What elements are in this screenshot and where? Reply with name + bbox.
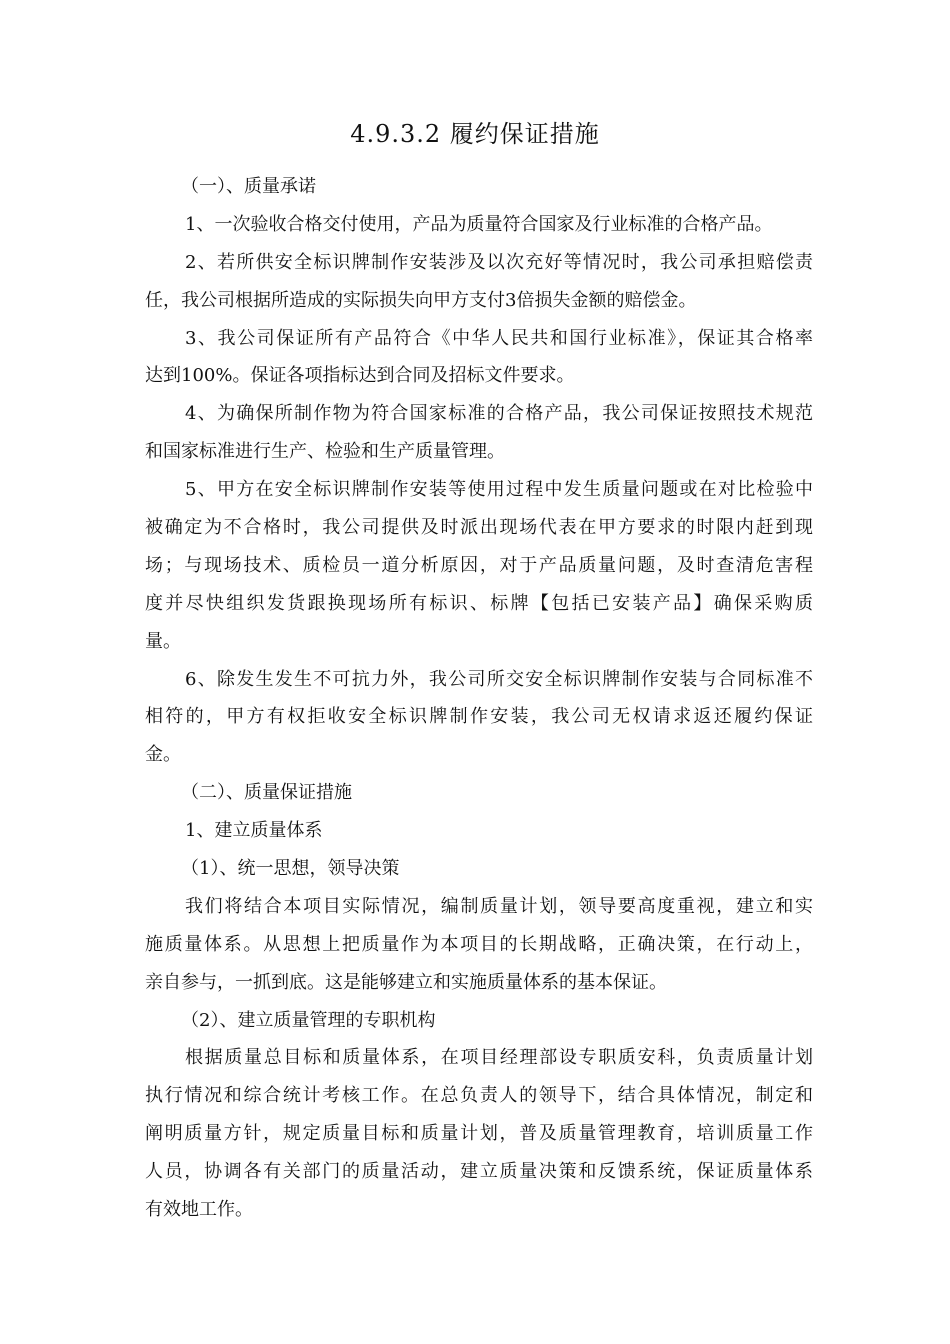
paragraph-line: 5、甲方在安全标识牌制作安装等使用过程中发生质量问题或在对比检验中 <box>185 479 813 501</box>
paragraph-line: 度并尽快组织发货跟换现场所有标识、标牌【包括已安装产品】确保采购质 <box>145 592 813 614</box>
paragraph-line: 执行情况和综合统计考核工作。在总负责人的领导下，结合具体情况，制定和 <box>145 1085 813 1107</box>
paragraph-line: 相符的，甲方有权拒收安全标识牌制作安装，我公司无权请求返还履约保证 <box>145 706 813 728</box>
paragraph-line: 被确定为不合格时，我公司提供及时派出现场代表在甲方要求的时限内赶到现 <box>145 517 813 539</box>
subsection-heading: 1、建立质量体系 <box>185 820 323 842</box>
paragraph-line: 场；与现场技术、质检员一道分析原因，对于产品质量问题，及时查清危害程 <box>145 554 813 576</box>
paragraph-line: 3、我公司保证所有产品符合《中华人民共和国行业标准》，保证其合格率 <box>185 327 813 349</box>
paragraph-line: 4、为确保所制作物为符合国家标准的合格产品，我公司保证按照技术规范 <box>185 403 813 425</box>
paragraph-line: 6、除发生发生不可抗力外，我公司所交安全标识牌制作安装与合同标准不 <box>185 668 813 690</box>
paragraph-line: 任，我公司根据所造成的实际损失向甲方支付3倍损失金额的赔偿金。 <box>145 289 697 311</box>
paragraph-line: 1、一次验收合格交付使用，产品为质量符合国家及行业标准的合格产品。 <box>185 213 773 235</box>
paragraph-line: 阐明质量方针，规定质量目标和质量计划，普及质量管理教育，培训质量工作 <box>145 1123 813 1145</box>
section-heading-quality-measures: （二）、质量保证措施 <box>181 782 352 804</box>
subsection-heading: （2）、建立质量管理的专职机构 <box>181 1009 436 1031</box>
section-title: 4.9.3.2 履约保证措施 <box>350 120 600 148</box>
paragraph-line: 达到100%。保证各项指标达到合同及招标文件要求。 <box>145 365 575 387</box>
subsection-heading: （1）、统一思想，领导决策 <box>181 858 400 880</box>
paragraph-line: 金。 <box>145 744 181 766</box>
section-heading-quality-commitment: （一）、质量承诺 <box>181 176 316 197</box>
paragraph-line: 根据质量总目标和质量体系，在项目经理部设专职质安科，负责质量计划 <box>185 1047 813 1069</box>
paragraph-line: 人员，协调各有关部门的质量活动，建立质量决策和反馈系统，保证质量体系 <box>145 1161 813 1183</box>
paragraph-line: 我们将结合本项目实际情况，编制质量计划，领导要高度重视，建立和实 <box>185 895 813 917</box>
paragraph-line: 亲自参与，一抓到底。这是能够建立和实施质量体系的基本保证。 <box>145 971 667 993</box>
paragraph-line: 有效地工作。 <box>145 1199 253 1221</box>
paragraph-line: 施质量体系。从思想上把质量作为本项目的长期战略，正确决策，在行动上， <box>145 933 813 955</box>
paragraph-line: 量。 <box>145 630 181 652</box>
document-body <box>145 168 813 1229</box>
paragraph-line: 和国家标准进行生产、检验和生产质量管理。 <box>145 441 505 463</box>
paragraph-line: 2、若所供安全标识牌制作安装涉及以次充好等情况时，我公司承担赔偿责 <box>185 251 813 273</box>
